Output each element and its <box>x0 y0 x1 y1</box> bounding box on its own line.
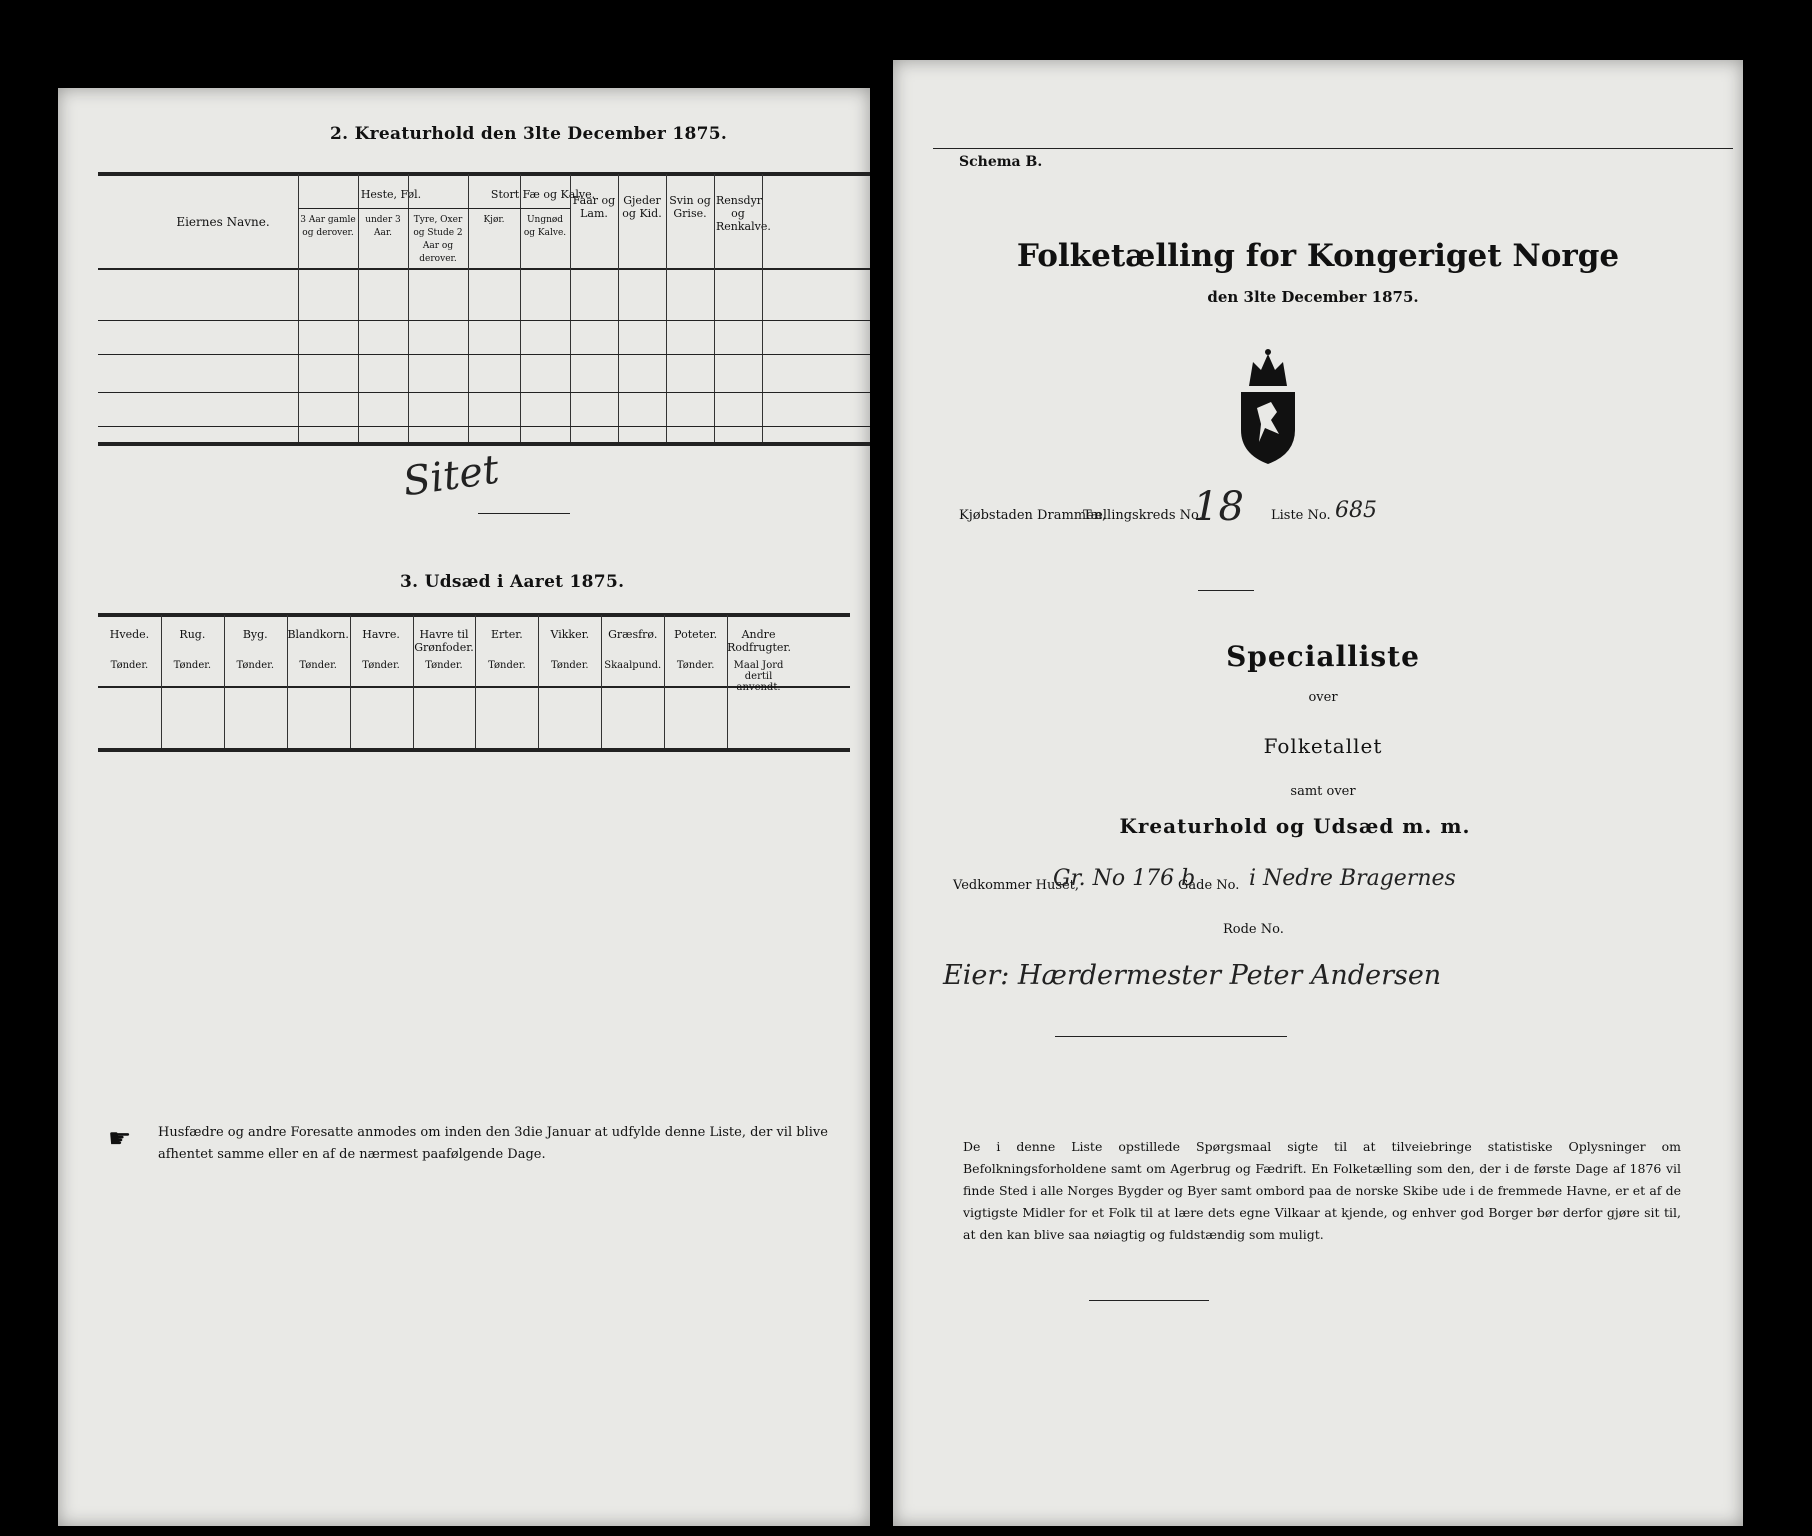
column-rule <box>408 174 409 442</box>
top-rule <box>933 148 1733 149</box>
seed-col-header: Rug. <box>179 628 206 641</box>
main-title: Folketælling for Kongeriget Norge <box>1016 238 1620 274</box>
seed-col-unit: Tønder. <box>425 660 463 671</box>
subtitle: den 3lte December 1875. <box>1207 288 1419 306</box>
gade-label: Gade No. <box>1178 878 1240 893</box>
column-rule <box>475 615 476 748</box>
pointing-hand-icon: ☛ <box>108 1124 132 1154</box>
kreds-value: 18 <box>1193 484 1244 530</box>
seed-col-header: Erter. <box>491 628 523 641</box>
left-page <box>58 88 870 1526</box>
livestock-col-header: Svin og Grise. <box>669 194 711 220</box>
table-row <box>98 354 870 355</box>
seed-col-unit: Tønder. <box>110 660 149 671</box>
column-rule <box>538 615 539 748</box>
schema-label: Schema B. <box>959 154 1043 170</box>
column-rule <box>727 615 728 748</box>
kreaturhold-heading: Kreaturhold og Udsæd m. m. <box>1119 814 1471 838</box>
owner-header: Eiernes Navne. <box>176 215 270 229</box>
signature-rule <box>1055 1036 1287 1037</box>
samt-over-text: samt over <box>1290 784 1356 799</box>
kreds-label: Tællingskreds No. <box>1083 508 1203 523</box>
seed-col-header: Andre Rodfrugter. <box>727 628 791 654</box>
table-row <box>98 426 870 427</box>
column-rule <box>358 174 359 442</box>
bottom-rule <box>1089 1300 1209 1301</box>
column-rule <box>664 615 665 748</box>
short-rule <box>478 513 570 514</box>
seed-col-header: Havre til Grønfoder. <box>414 628 474 654</box>
gade-value: i Nedre Bragernes <box>1249 866 1456 891</box>
seed-col-header: Blandkorn. <box>287 628 349 641</box>
livestock-col-header: Faar og Lam. <box>572 194 616 220</box>
livestock-col-header: 3 Aar gamle og derover. <box>300 215 356 238</box>
seed-col-header: Byg. <box>242 628 268 641</box>
seed-col-unit: Tønder. <box>173 660 212 671</box>
right-page <box>893 60 1743 1526</box>
seed-col-unit: Tønder. <box>299 660 337 671</box>
specialliste-heading: Specialliste <box>1226 640 1420 673</box>
table-rule <box>98 613 850 617</box>
seed-col-header: Vikker. <box>550 628 590 641</box>
group-heste: Heste, Føl. <box>360 188 422 201</box>
livestock-col-header: Gjeder og Kid. <box>622 194 662 220</box>
seed-col-header: Hvede. <box>109 628 150 641</box>
column-rule <box>298 174 299 442</box>
table-rule <box>98 172 870 176</box>
subgroup-rule <box>298 208 570 209</box>
table-rule <box>98 268 870 270</box>
seed-col-header: Havre. <box>362 628 400 641</box>
seed-col-unit: Tønder. <box>676 660 715 671</box>
group-stort: Stort Fæ og Kalve. <box>490 188 596 201</box>
seed-col-unit: Tønder. <box>488 660 526 671</box>
column-rule <box>714 174 715 442</box>
section3-title: 3. Udsæd i Aaret 1875. <box>400 572 625 592</box>
seed-col-unit: Tønder. <box>362 660 400 671</box>
livestock-col-header: Kjør. <box>483 215 505 225</box>
handwritten-mark: Sitet <box>400 446 502 506</box>
folketallet-text: Folketallet <box>1263 734 1383 758</box>
column-rule <box>762 174 763 442</box>
column-rule <box>666 174 667 442</box>
vedkommer-value: Gr. No 176 b <box>1053 866 1196 891</box>
notice-text: Husfædre og andre Foresatte anmodes om inden den 3die Januar at udfylde denne Liste, der vil blive afhentet samme eller en af de nærmest paafølgende Dage. <box>158 1125 828 1162</box>
liste-label: Liste No. <box>1271 508 1331 523</box>
seed-col-unit: Maal Jord dertil anvendt. <box>733 660 784 693</box>
column-rule <box>161 615 162 748</box>
table-row <box>98 320 870 321</box>
column-rule <box>520 174 521 442</box>
seed-col-unit: Skaalpund. <box>604 660 662 671</box>
liste-value: 685 <box>1335 498 1377 523</box>
seed-col-header: Poteter. <box>674 628 718 641</box>
table-rule <box>98 748 850 752</box>
rode-label: Rode No. <box>1223 922 1284 937</box>
livestock-col-header: under 3 Aar. <box>365 215 401 238</box>
table-rule <box>98 442 870 446</box>
short-rule <box>1198 590 1254 591</box>
livestock-col-header: Ungnød og Kalve. <box>523 215 567 238</box>
column-rule <box>570 174 571 442</box>
livestock-col-header: Rensdyr og Renkalve. <box>716 194 771 233</box>
eier-value: Eier: Hærdermester Peter Andersen <box>943 960 1442 991</box>
column-rule <box>413 615 414 748</box>
info-paragraph: De i denne Liste opstillede Spørgsmaal sigte til at tilveiebringe statistiske Oplysninger om Befolkningsforholdene samt om Agerbrug og Fædrift. En Folketælling som den, der i de første Dage af 1876 vil finde Sted i alle Norges Bygder og Byer samt ombord paa de norske Skibe ude i de fremmede Havne, er et af de vigtigste Midler for et Folk til at lære dets egne Vilkaar at kjende, og enhver god Borger bør derfor gjøre sit til, at den kan blive saa nøiagtig og fuldstændig som muligt. <box>963 1139 1681 1242</box>
column-rule <box>618 174 619 442</box>
column-rule <box>350 615 351 748</box>
seed-col-header: Græsfrø. <box>608 628 658 641</box>
livestock-col-header: Tyre, Oxer og Stude 2 Aar og derover. <box>413 215 463 264</box>
kjobstad-label: Kjøbstaden Drammen, <box>959 508 1107 523</box>
seed-col-unit: Tønder. <box>551 660 589 671</box>
vedkommer-label: Vedkommer Huset, <box>953 878 1080 893</box>
seed-col-unit: Tønder. <box>236 660 275 671</box>
column-rule <box>287 615 288 748</box>
column-rule <box>468 174 469 442</box>
section2-title: 2. Kreaturhold den 3lte December 1875. <box>330 124 728 144</box>
table-row <box>98 392 870 393</box>
over-text: over <box>1308 690 1338 705</box>
column-rule <box>601 615 602 748</box>
column-rule <box>224 615 225 748</box>
coat-of-arms-icon <box>1231 348 1305 466</box>
